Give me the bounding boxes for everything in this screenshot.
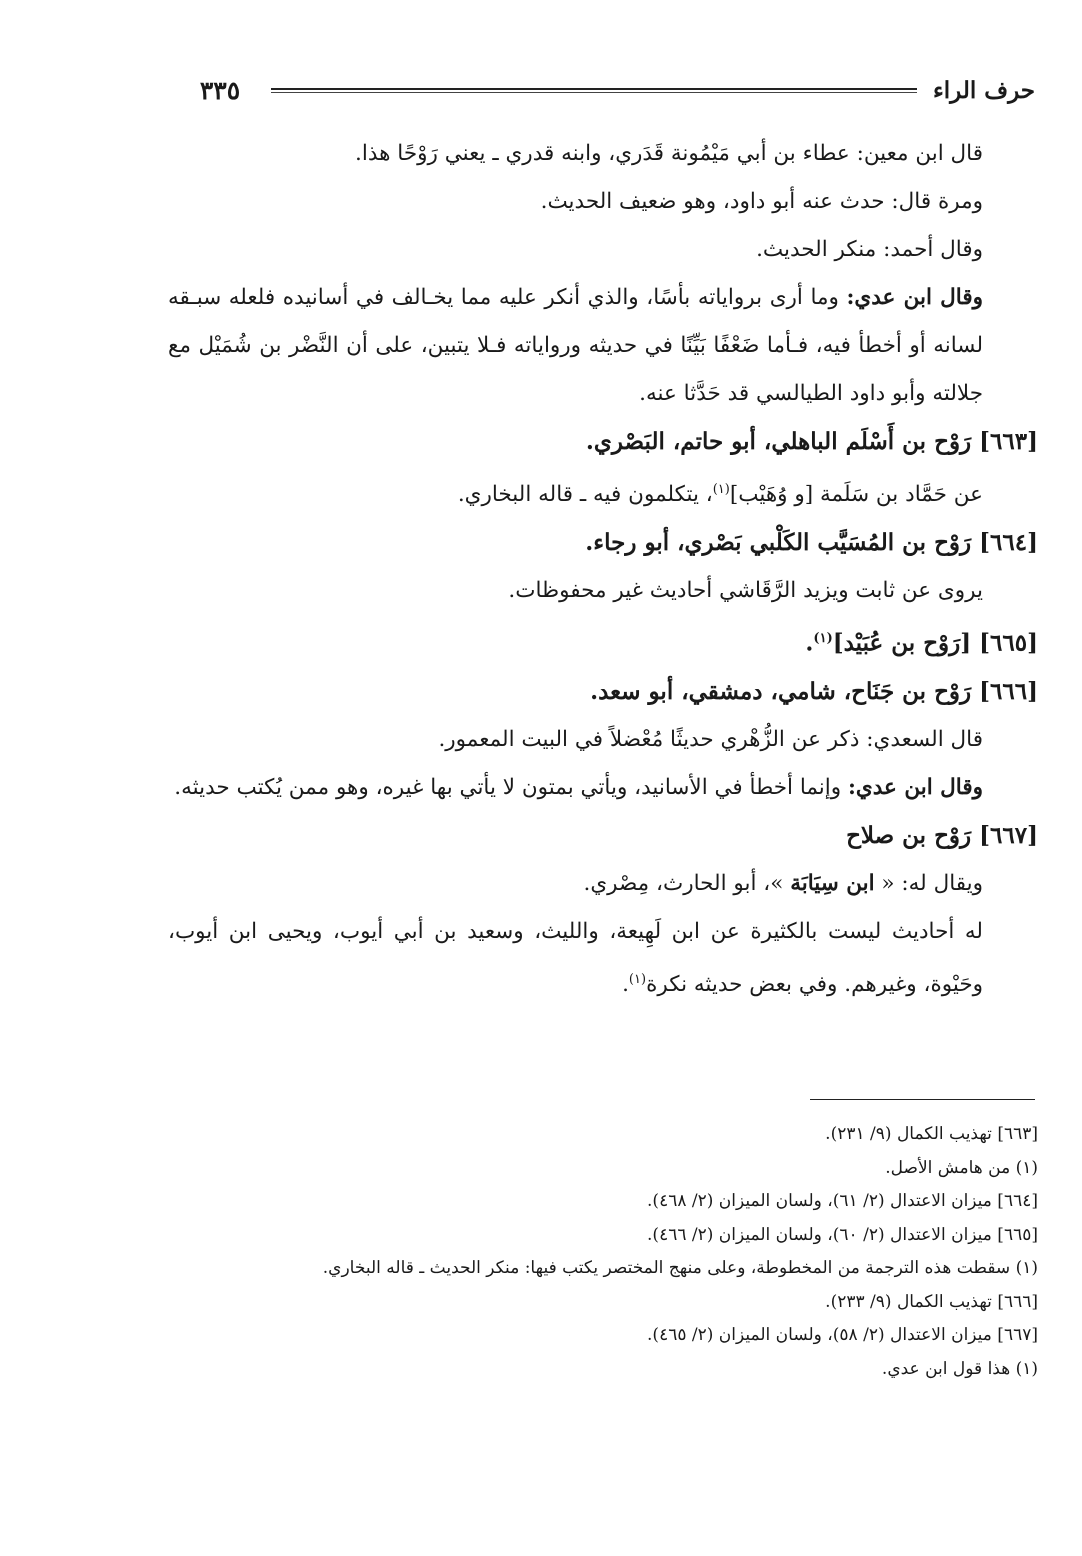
running-header xyxy=(185,70,1035,110)
footnote: [٦٦٣] تهذيب الكمال (٩/ ٢٣١). xyxy=(825,1124,1038,1144)
entry-heading-665: [٦٦٥] [رَوْح بن عُبَيْد]$^{(١)}$. xyxy=(805,629,1038,657)
bold-label: وقال ابن عدي: xyxy=(846,285,983,310)
footnote-separator xyxy=(810,1099,1035,1100)
bold-label: وقال ابن عدي: xyxy=(847,774,983,800)
paragraph xyxy=(168,908,1038,1009)
footnote: (١) من هامش الأصل. xyxy=(885,1157,1038,1178)
footnotes xyxy=(168,1118,1038,1386)
paragraph-text: »، أبو الحارث، مِصْري. xyxy=(583,870,791,896)
paragraph: وقال أحمد: منكر الحديث. xyxy=(756,237,983,262)
main-text xyxy=(168,130,1038,1009)
paragraph-text: ويقال له: « xyxy=(874,870,983,896)
footnote: [٦٦٤] ميزان الاعتدال (٢/ ٦١)، ولسان الميزان (٢/ ٤٦٨). xyxy=(647,1191,1038,1211)
paragraph: قال السعدي: ذكر عن الزُّهْري حديثًا مُعْضلاً في البيت المعمور. xyxy=(438,726,983,752)
paragraph xyxy=(168,860,1038,908)
entry-heading-663: [٦٦٣] رَوْح بن أَسْلَم الباهلي، أبو حاتم، البَصْري. xyxy=(585,428,1038,455)
footnote: [٦٦٧] ميزان الاعتدال (٢/ ٥٨)، ولسان الميزان (٢/ ٤٦٥). xyxy=(647,1325,1038,1345)
header-rule xyxy=(271,88,917,93)
entry-heading-text: [٦٦٥] [رَوْح بن عُبَيْد] xyxy=(832,629,1038,657)
entry-heading-666: [٦٦٦] رَوْح بن جَنَاح، شامي، دمشقي، أبو سعد. xyxy=(590,677,1038,705)
paragraph-text: ، يتكلمون فيه ـ قاله البخاري. xyxy=(457,482,713,508)
paragraph xyxy=(168,764,1038,812)
paragraph: يروى عن ثابت ويزيد الرَّقَاشي أحاديث غير محفوظات. xyxy=(508,578,983,604)
paragraph-text: وإنما أخطأ في الأسانيد، ويأتي بمتون لا يأتي بها غيره، وهو ممن يُكتب حديثه. xyxy=(174,774,848,800)
paragraph: قال ابن معين: عطاء بن أبي مَيْمُونة قَدَري، وابنه قدري ـ يعني رَوْحًا هذا. xyxy=(355,141,983,166)
footnote-marker: (١) xyxy=(628,971,647,987)
paragraph-text: . xyxy=(622,971,629,997)
paragraph xyxy=(168,466,1038,519)
footnote: [٦٦٦] تهذيب الكمال (٩/ ٢٣٣). xyxy=(825,1291,1038,1312)
entry-heading-664: [٦٦٤] رَوْح بن المُسَيَّب الكَلْبي بَصْري، أبو رجاء. xyxy=(585,529,1038,557)
footnote: (١) سقطت هذه الترجمة من المخطوطة، وعلى منهج المختصر يكتب فيها: منكر الحديث ـ قاله البخاري. xyxy=(322,1258,1038,1278)
footnote-marker: (١) xyxy=(712,482,730,497)
entry-heading-667: [٦٦٧] رَوْح بن صلاح xyxy=(846,821,1038,849)
paragraph: ومرة قال: حدث عنه أبو داود، وهو ضعيف الحديث. xyxy=(540,189,983,214)
paragraph-text: له أحاديث ليست بالكثيرة عن ابن لَهِيعة، والليث، وسعيد بن أبي أيوب، ويحيى ابن أيوب، وحَيْوة، وغيرهم. وفي بعض حديثه نكرة xyxy=(168,918,983,997)
bold-label: ابن سِيَابَة xyxy=(790,870,875,896)
footnote-marker: (١) xyxy=(813,631,833,647)
paragraph xyxy=(168,274,1038,418)
paragraph-text: وما أرى برواياته بأسًا، والذي أنكر عليه مما يخـالف في أسانيده فلعله سبـقه لسانه أو أخطأ فيه، فـأما ضَعْفًا بَيِّنًا في حديثه ورواياته فـلا يتبين، على أن النَّضْر بن شُمَيْل مع جلالته وأبو داود الطيالسي قد حَدَّثا عنه. xyxy=(168,285,983,406)
page-number: ٣٣٥ xyxy=(199,75,241,105)
footnote: (١) هذا قول ابن عدي. xyxy=(881,1358,1038,1379)
paragraph-text: عن حَمَّاد بن سَلَمة [و وُهَيْب] xyxy=(729,482,983,508)
footnote: [٦٦٥] ميزان الاعتدال (٢/ ٦٠)، ولسان الميزان (٢/ ٤٦٦). xyxy=(647,1224,1038,1245)
chapter-title: حرف الراء xyxy=(932,76,1035,104)
